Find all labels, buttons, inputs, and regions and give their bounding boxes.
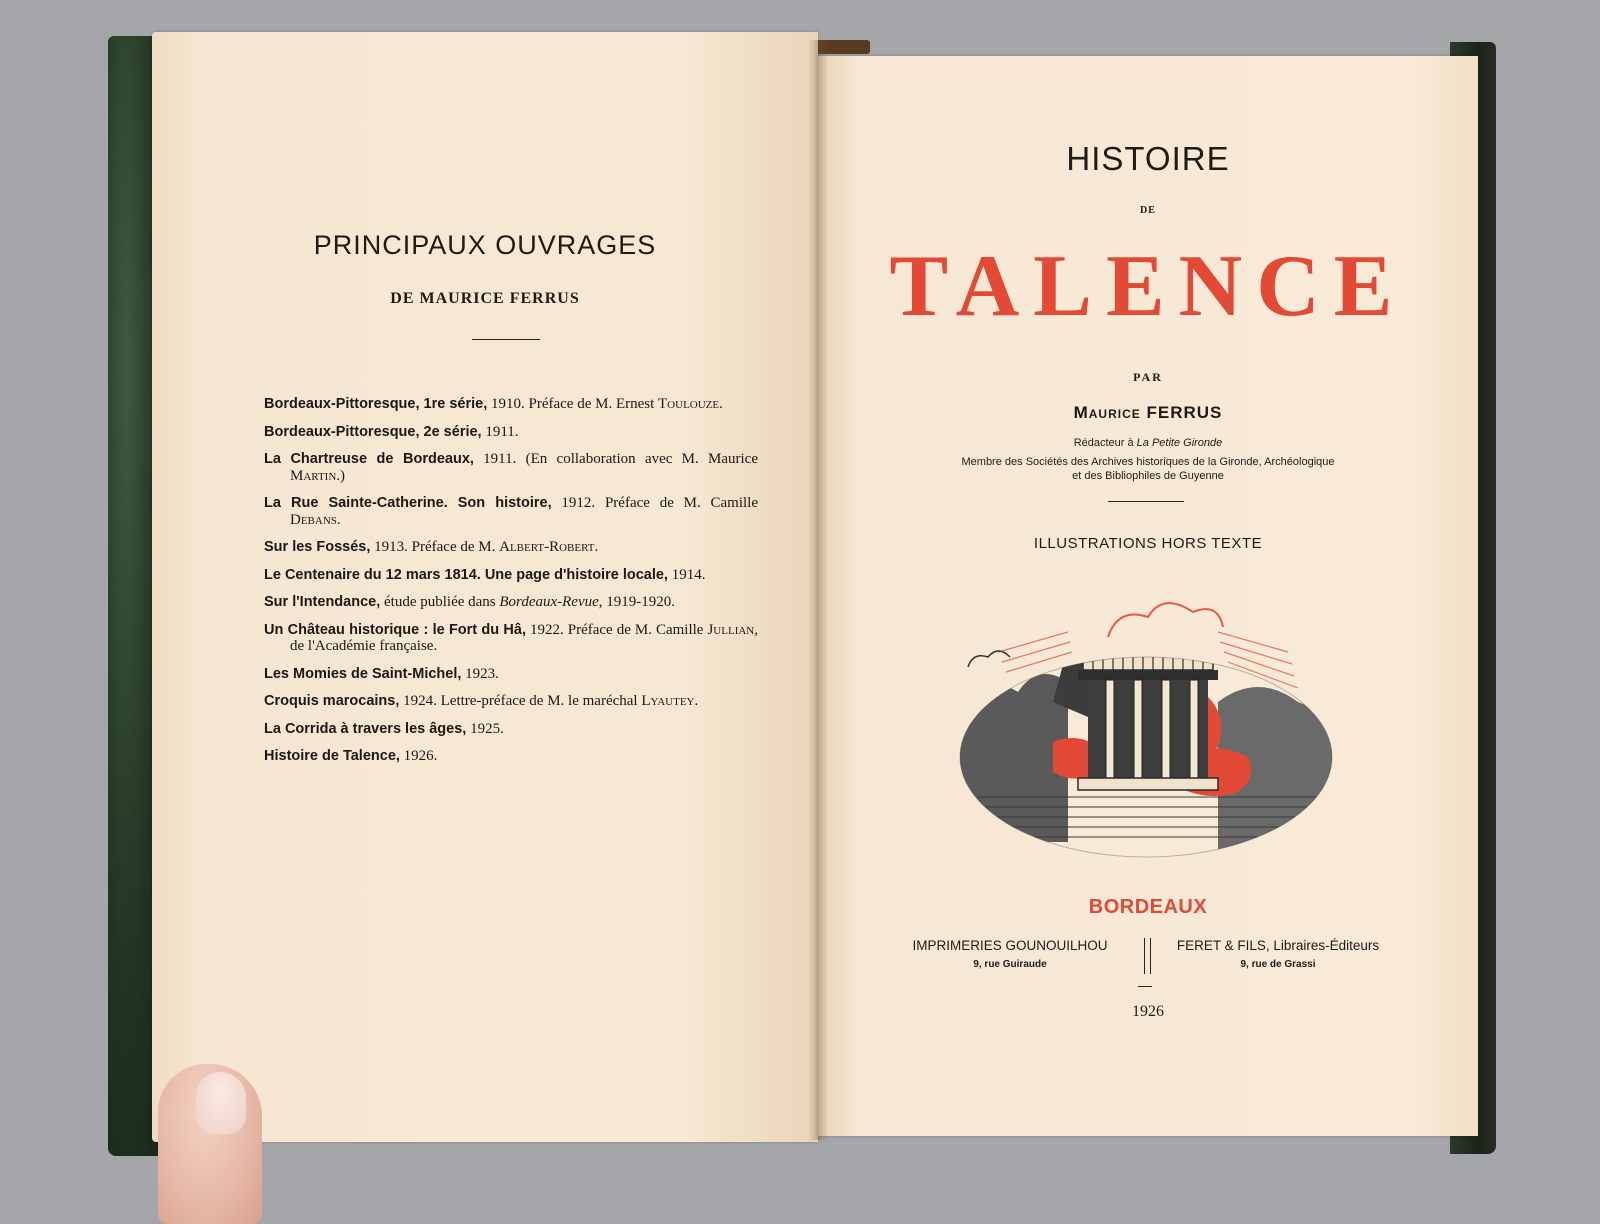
membership-line-1: Membre des Sociétés des Archives historiques de la Gironde, Archéologique [961,456,1335,468]
author-membership [818,455,1478,483]
work-title: Croquis marocains, [264,693,400,709]
printer-right-address: 9, rue de Grassi [1240,959,1316,970]
title-histoire: HISTOIRE [1066,140,1230,177]
work-rest: 1911. (En collaboration avec M. Maurice [473,451,758,467]
printer-separator [1144,938,1151,974]
year-rule [1138,986,1152,987]
left-page-heading: PRINCIPAUX OUVRAGES [313,230,657,260]
title-de: DE [1140,205,1156,216]
right-page-rule [1108,501,1184,502]
work-tail: , 1919-1920. [598,594,676,610]
work-tail: . [694,693,699,709]
work-tail: . [336,511,341,528]
work-it: Bordeaux-Revue [499,594,599,610]
by-label: PAR [1133,370,1163,384]
works-list [264,396,758,776]
work-rest: 1911. [481,423,519,440]
work-item [264,539,758,556]
work-title: La Chartreuse de Bordeaux, [264,451,474,467]
work-rest: 1912. Préface de M. Camille [551,495,759,511]
thumb-nail [196,1072,246,1134]
work-rest: 1914. [667,566,706,583]
work-title: Bordeaux-Pittoresque, 2e série, [264,423,482,440]
work-sc: Jullian [707,621,755,638]
work-item [264,748,758,765]
publication-year: 1926 [1132,1003,1164,1020]
work-rest: 1925. [466,720,504,737]
printer-left [890,938,1130,970]
work-rest: 1926. [399,748,438,764]
publication-city: BORDEAUX [1088,896,1208,918]
author-name: Maurice FERRUS [1073,403,1223,422]
vignette-chateau-illustration [958,592,1334,858]
author-role [818,437,1478,449]
membership-line-2: et des Bibliophiles de Guyenne [1072,470,1224,482]
printer-right-name: FERET & FILS, Libraires-Éditeurs [1176,938,1380,953]
work-rest: étude publiée dans [380,594,500,610]
work-title: Les Momies de Saint-Michel, [264,665,462,682]
work-rest: 1910. Préface de M. Ernest [487,396,659,412]
printer-left-name: IMPRIMERIES GOUNOUILHOU [912,938,1108,953]
work-title: Le Centenaire du 12 mars 1814. Une page d'histoire locale, [264,566,668,583]
work-sc: Martin [290,467,337,484]
printer-right [1158,938,1398,970]
left-page-subheading: DE MAURICE FERRUS [390,290,580,307]
work-title: Sur les Fossés, [264,539,371,555]
work-tail: , de l'Académie française. [290,621,758,654]
work-item [264,424,758,441]
work-item [264,622,758,655]
work-item [264,396,758,413]
author-role-paper: La Petite Gironde [1136,437,1223,449]
work-title: Sur l'Intendance, [264,594,381,610]
work-item [264,495,758,528]
work-sc: Albert-Robert [499,539,595,555]
illustrations-note: ILLUSTRATIONS HORS TEXTE [1033,535,1263,552]
author-role-prefix: Rédacteur à [1073,437,1137,449]
title-talence: TALENCE [889,238,1407,335]
work-item [264,567,758,584]
left-page-rule [472,339,540,340]
printer-left-address: 9, rue Guiraude [973,959,1047,970]
work-tail: . [594,539,599,555]
work-sc: Lyautey [641,693,695,709]
work-title: Histoire de Talence, [264,748,400,764]
work-title: La Rue Sainte-Catherine. Son histoire, [264,495,552,511]
work-item [264,451,758,484]
work-tail: . [719,396,723,412]
work-title: Un Château historique : le Fort du Hâ, [264,621,526,638]
work-title: Bordeaux-Pittoresque, 1re série, [264,396,488,412]
work-tail: .) [336,467,346,484]
work-rest: 1922. Préface de M. Camille [525,621,708,638]
work-rest: 1913. Préface de M. [370,539,500,555]
work-rest: 1923. [461,665,499,682]
work-item [264,721,758,738]
work-sc: Toulouze [658,396,720,412]
work-item [264,666,758,683]
work-sc: Debans [290,511,337,528]
work-item [264,594,758,611]
work-rest: 1924. Lettre-préface de M. le maréchal [399,693,642,709]
work-title: La Corrida à travers les âges, [264,720,467,737]
work-item [264,693,758,710]
